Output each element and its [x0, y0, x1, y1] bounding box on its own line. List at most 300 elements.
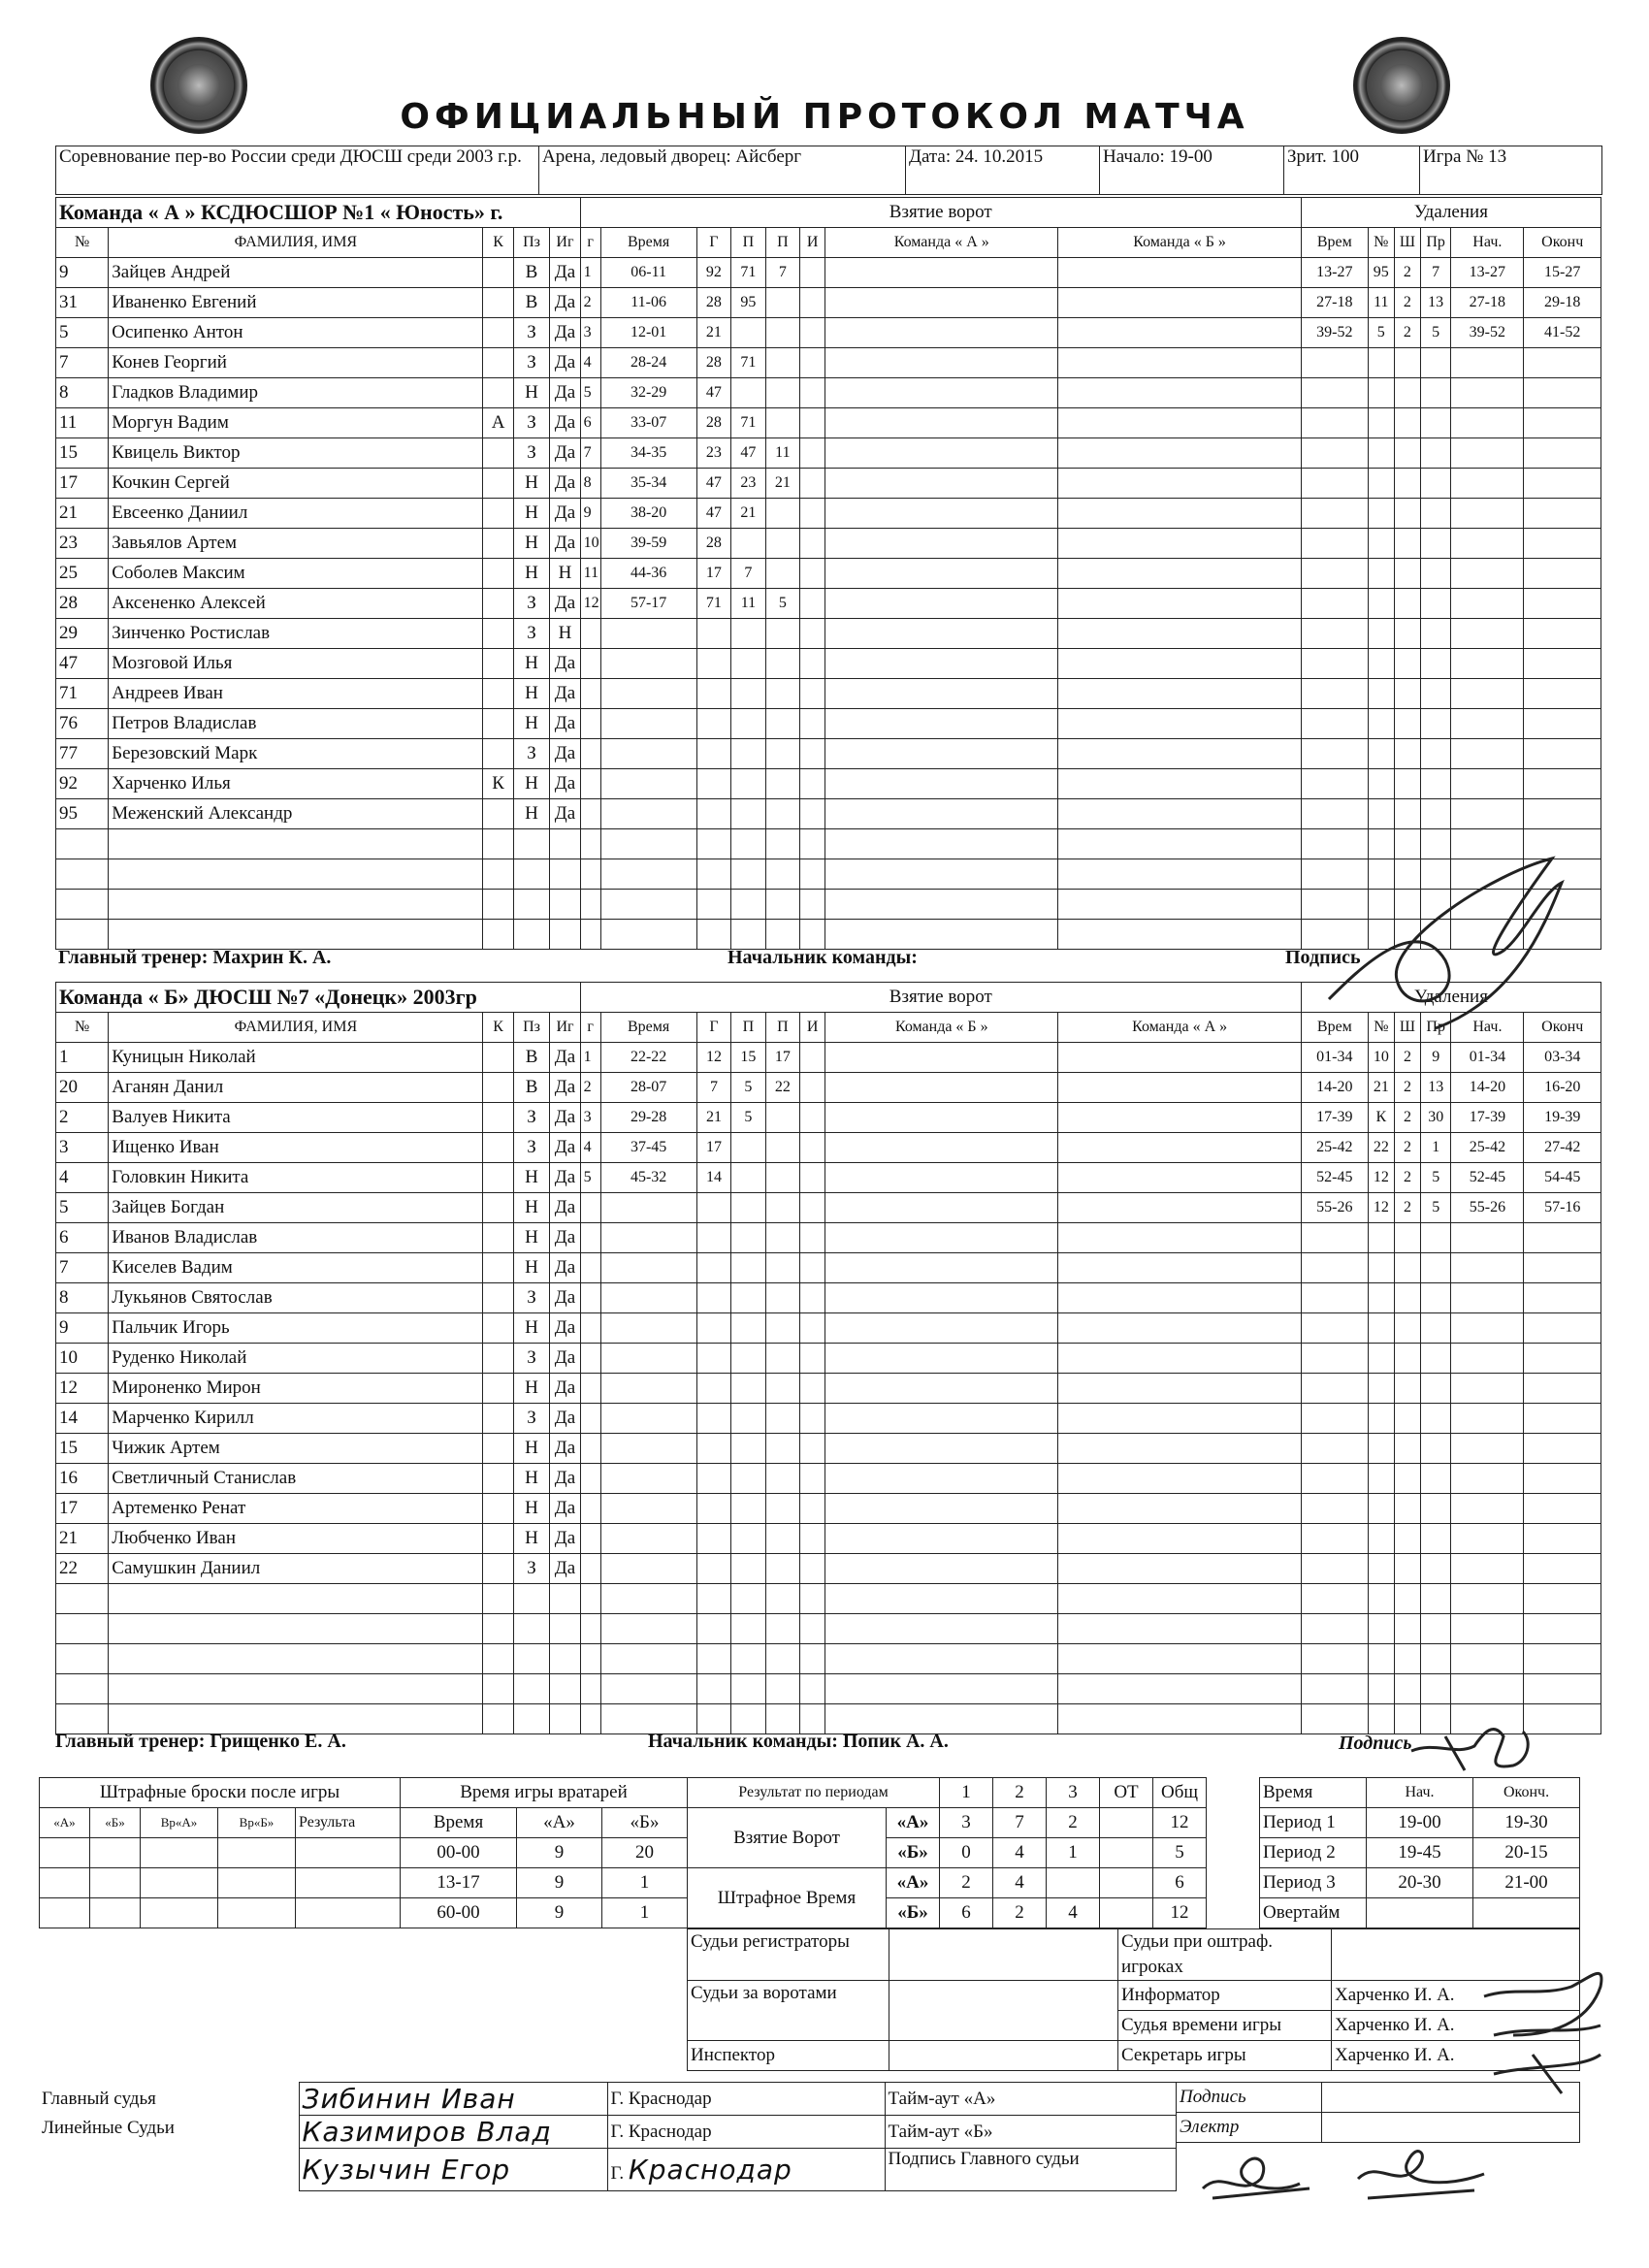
player-number	[56, 1704, 109, 1734]
goal-scorer	[696, 1223, 730, 1253]
penalty-minutes	[1394, 739, 1420, 769]
goal-number	[580, 1494, 600, 1524]
goal-assist-2	[765, 1434, 799, 1464]
table-row	[1260, 1868, 1580, 1898]
penalty-code	[1421, 1374, 1451, 1404]
player-number: 28	[56, 589, 109, 619]
col-header-col_g: г	[580, 1013, 600, 1043]
goal-time: 45-32	[600, 1163, 696, 1193]
goal-assist-1: 5	[731, 1073, 765, 1103]
goal-assist-1	[731, 829, 765, 859]
goals-team-cell-2	[1058, 1344, 1302, 1374]
player-name	[109, 1644, 483, 1674]
goal-assist-1: 21	[731, 499, 765, 529]
goal-time: 34-35	[600, 438, 696, 469]
goal-number	[580, 829, 600, 859]
player-captain	[483, 1674, 513, 1704]
player-captain	[483, 1344, 513, 1374]
goal-time: 38-20	[600, 499, 696, 529]
penalty-minutes	[1394, 769, 1420, 799]
table-row	[56, 679, 1601, 709]
penalty-time	[1301, 408, 1368, 438]
goal-scorer	[696, 1644, 730, 1674]
table-row	[56, 1193, 1601, 1223]
goals-team-cell-2	[1058, 1644, 1302, 1674]
goal-assist-2	[765, 1193, 799, 1223]
player-number: 2	[56, 1103, 109, 1133]
penalty-start	[1451, 1404, 1524, 1434]
player-position: Н	[513, 1434, 550, 1464]
goals-team-cell-2	[1058, 769, 1302, 799]
penalty-minutes	[1394, 1704, 1420, 1734]
penalty-player	[1368, 1554, 1394, 1584]
player-played: Да	[550, 258, 580, 288]
period-row-label: Взятие Ворот	[688, 1808, 887, 1868]
goal-assist-1	[731, 1704, 765, 1734]
penalty-box-judges: Судьи при оштраф. игроках	[1118, 1929, 1332, 1981]
player-played: Да	[550, 1253, 580, 1283]
player-number: 29	[56, 619, 109, 649]
goals-team-cell-1	[825, 859, 1058, 890]
penalty-end	[1524, 619, 1601, 649]
goals-team-cell-1	[825, 499, 1058, 529]
goal-number: 5	[580, 378, 600, 408]
player-number: 4	[56, 1163, 109, 1193]
goal-number	[580, 1674, 600, 1704]
goals-team-cell-2	[1058, 1404, 1302, 1434]
player-played	[550, 1674, 580, 1704]
player-name: Петров Владислав	[109, 709, 483, 739]
team-a-coach: Главный тренер: Махрин К. А.	[58, 947, 332, 968]
timeout-a: Тайм-аут «А»	[885, 2083, 1176, 2116]
match-date: Дата: 24. 10.2015	[906, 146, 1100, 195]
penalty-time	[1301, 1674, 1368, 1704]
player-position: З	[513, 1103, 550, 1133]
penalty-start: 39-52	[1451, 318, 1524, 348]
player-position	[513, 1644, 550, 1674]
gk-cell: 1	[602, 1898, 688, 1928]
goal-number: 1	[580, 1043, 600, 1073]
table-row	[56, 739, 1601, 769]
goal-scorer	[696, 1494, 730, 1524]
penalty-time: 17-39	[1301, 1103, 1368, 1133]
penalty-player	[1368, 1283, 1394, 1313]
player-captain	[483, 920, 513, 950]
player-position: Н	[513, 1374, 550, 1404]
penalty-start: 27-18	[1451, 288, 1524, 318]
goals-team-cell-2	[1058, 1103, 1302, 1133]
goal-number	[580, 1253, 600, 1283]
goals-team-col-1: Команда « Б »	[825, 1013, 1058, 1043]
penalty-end	[1524, 1614, 1601, 1644]
goal-time	[600, 619, 696, 649]
goal-scorer: 7	[696, 1073, 730, 1103]
penalty-code: 30	[1421, 1103, 1451, 1133]
goals-team-cell-2	[1058, 739, 1302, 769]
penalty-time	[1301, 649, 1368, 679]
goal-i	[800, 859, 825, 890]
penalty-start: 14-20	[1451, 1073, 1524, 1103]
penalty-code	[1420, 408, 1450, 438]
penalty-time: 14-20	[1301, 1073, 1368, 1103]
player-name: Березовский Марк	[109, 739, 483, 769]
goal-i	[800, 1043, 825, 1073]
penalty-end: 57-16	[1524, 1193, 1601, 1223]
penalty-code: 5	[1420, 318, 1450, 348]
player-number: 9	[56, 258, 109, 288]
penalty-player	[1368, 890, 1394, 920]
table-row	[56, 1163, 1601, 1193]
goal-assist-1	[731, 769, 765, 799]
player-captain	[483, 348, 513, 378]
player-name: Аганян Данил	[109, 1073, 483, 1103]
goal-assist-1	[731, 1283, 765, 1313]
player-name: Чижик Артем	[109, 1434, 483, 1464]
player-name: Соболев Максим	[109, 559, 483, 589]
goal-assist-2	[765, 1133, 799, 1163]
gk-cell: 9	[517, 1898, 602, 1928]
goal-assist-1	[731, 1193, 765, 1223]
penalty-player: К	[1368, 1103, 1394, 1133]
penalty-end	[1524, 649, 1601, 679]
goal-number	[580, 1223, 600, 1253]
goal-assist-2	[765, 1313, 799, 1344]
table-row	[56, 890, 1601, 920]
period-value: 4	[993, 1838, 1047, 1868]
penalty-time	[1301, 1313, 1368, 1344]
penalty-minutes	[1394, 679, 1420, 709]
goal-assist-1	[731, 1313, 765, 1344]
player-number: 6	[56, 1223, 109, 1253]
table-row	[56, 1614, 1601, 1644]
goal-i	[800, 469, 825, 499]
goal-scorer: 17	[696, 1133, 730, 1163]
table-row	[56, 769, 1601, 799]
goal-i	[800, 1644, 825, 1674]
goals-team-cell-1	[825, 739, 1058, 769]
player-number: 7	[56, 348, 109, 378]
goal-assist-2	[765, 499, 799, 529]
time-cell: 19-45	[1367, 1838, 1473, 1868]
col-header-col_name: ФАМИЛИЯ, ИМЯ	[109, 228, 483, 258]
periods-title: Результат по периодам	[688, 1778, 940, 1808]
goals-team-cell-2	[1058, 469, 1302, 499]
player-position	[513, 859, 550, 890]
goal-i	[800, 1614, 825, 1644]
penalty-code	[1420, 649, 1450, 679]
player-name: Артеменко Ренат	[109, 1494, 483, 1524]
goal-time: 22-22	[600, 1043, 696, 1073]
time-cell: Период 3	[1260, 1868, 1367, 1898]
penalty-end	[1524, 559, 1601, 589]
goal-scorer: 28	[696, 288, 730, 318]
goal-assist-2: 22	[765, 1073, 799, 1103]
goal-assist-1	[731, 1434, 765, 1464]
penalty-player	[1368, 1253, 1394, 1283]
goal-scorer: 47	[696, 469, 730, 499]
table-row	[56, 829, 1601, 859]
goal-i	[800, 829, 825, 859]
penalty-end	[1524, 529, 1601, 559]
player-captain	[483, 1584, 513, 1614]
penalty-minutes: 2	[1394, 318, 1420, 348]
pen-header-pen_start: Нач.	[1451, 228, 1524, 258]
penalty-code	[1420, 348, 1450, 378]
goal-scorer	[696, 1283, 730, 1313]
goal-scorer: 12	[696, 1043, 730, 1073]
goals-team-cell-2	[1058, 920, 1302, 950]
goals-team-cell-1	[825, 1494, 1058, 1524]
goals-team-cell-1	[825, 1073, 1058, 1103]
penalty-code	[1420, 589, 1450, 619]
period-value: 12	[1153, 1808, 1207, 1838]
so-a-header: «А»	[40, 1808, 90, 1838]
chief-referee-signature-label: Подпись Главного судьи	[885, 2149, 1176, 2191]
goals-team-cell-1	[825, 1163, 1058, 1193]
pen-header-pen_no: №	[1368, 1013, 1394, 1043]
pen-header-pen_end: Оконч	[1524, 228, 1601, 258]
table-row	[1260, 1838, 1580, 1868]
timeout-sign-table	[1176, 2082, 1580, 2143]
goals-team-cell-1	[825, 1043, 1058, 1073]
period-value: 1	[1047, 1838, 1100, 1868]
goal-time: 29-28	[600, 1103, 696, 1133]
goal-assist-2	[765, 1704, 799, 1734]
goal-number	[580, 1464, 600, 1494]
goals-team-cell-1	[825, 318, 1058, 348]
document-title: ОФИЦИАЛЬНЫЙ ПРОТОКОЛ МАТЧА	[400, 97, 1249, 137]
goals-team-cell-2	[1058, 890, 1302, 920]
period-value: 2	[1047, 1808, 1100, 1838]
col-header-col_I: И	[800, 228, 825, 258]
goals-team-cell-1	[825, 799, 1058, 829]
chief-referee-label: Главный судья	[42, 2088, 156, 2109]
goal-number	[580, 1704, 600, 1734]
penalty-end: 29-18	[1524, 288, 1601, 318]
time-cell: 20-30	[1367, 1868, 1473, 1898]
player-captain	[483, 258, 513, 288]
penalty-start	[1451, 1494, 1524, 1524]
penalty-minutes	[1394, 920, 1420, 950]
period-header-p3: 3	[1047, 1778, 1100, 1808]
player-played: Да	[550, 1404, 580, 1434]
penalty-time	[1301, 829, 1368, 859]
goal-time	[600, 1193, 696, 1223]
penalty-end: 03-34	[1524, 1043, 1601, 1073]
goal-assist-2	[765, 649, 799, 679]
table-row	[401, 1838, 688, 1868]
penalty-player	[1368, 1494, 1394, 1524]
penalty-time	[1301, 619, 1368, 649]
penalty-start	[1451, 829, 1524, 859]
player-position: З	[513, 318, 550, 348]
goal-scorer	[696, 1253, 730, 1283]
goal-i	[800, 348, 825, 378]
so-result-header: Результа	[296, 1808, 401, 1838]
goal-assist-1	[731, 1133, 765, 1163]
player-number: 25	[56, 559, 109, 589]
player-name: Головкин Никита	[109, 1163, 483, 1193]
penalty-player	[1368, 1313, 1394, 1344]
period-row-label: Штрафное Время	[688, 1868, 887, 1928]
goal-scorer	[696, 829, 730, 859]
player-name: Меженский Александр	[109, 799, 483, 829]
goal-time	[600, 739, 696, 769]
linesman-2-city	[607, 2149, 885, 2191]
goals-team-cell-2	[1058, 1193, 1302, 1223]
period-team: «Б»	[887, 1898, 940, 1928]
penalty-time	[1301, 1584, 1368, 1614]
goal-number	[580, 769, 600, 799]
goal-i	[800, 769, 825, 799]
player-captain	[483, 1404, 513, 1434]
chief-referee-signature	[1193, 2130, 1494, 2218]
goal-scorer	[696, 769, 730, 799]
penalty-start	[1451, 529, 1524, 559]
linesman-1-city: Г. Краснодар	[607, 2116, 885, 2149]
penalty-start	[1451, 1374, 1524, 1404]
penalty-time	[1301, 529, 1368, 559]
penalty-minutes	[1394, 799, 1420, 829]
player-played: Да	[550, 589, 580, 619]
penalty-minutes: 2	[1394, 1133, 1420, 1163]
player-position: В	[513, 288, 550, 318]
gk-header-gk_t: Время	[401, 1808, 517, 1838]
player-captain	[483, 679, 513, 709]
goal-assist-1	[731, 318, 765, 348]
penalty-player	[1368, 378, 1394, 408]
goal-time	[600, 1404, 696, 1434]
goal-assist-2	[765, 1614, 799, 1644]
penalty-minutes	[1394, 408, 1420, 438]
penalty-player	[1368, 709, 1394, 739]
player-captain	[483, 1434, 513, 1464]
goal-i	[800, 709, 825, 739]
penalty-end	[1524, 499, 1601, 529]
goal-scorer: 28	[696, 348, 730, 378]
time-cell: 19-30	[1473, 1808, 1580, 1838]
col-header-col_k: К	[483, 228, 513, 258]
player-played	[550, 1614, 580, 1644]
player-played: Да	[550, 529, 580, 559]
penalty-player	[1368, 408, 1394, 438]
arena: Арена, ледовый дворец: Айсберг	[539, 146, 906, 195]
goal-number	[580, 1404, 600, 1434]
goal-assist-1: 23	[731, 469, 765, 499]
penalty-start	[1451, 1283, 1524, 1313]
penalty-minutes	[1394, 469, 1420, 499]
penalty-end	[1524, 1584, 1601, 1614]
penalty-code	[1420, 890, 1450, 920]
goal-i	[800, 1163, 825, 1193]
player-number: 31	[56, 288, 109, 318]
goal-scorer: 28	[696, 408, 730, 438]
penalty-minutes	[1394, 619, 1420, 649]
goals-team-cell-2	[1058, 1253, 1302, 1283]
period-value: 6	[940, 1898, 993, 1928]
penalty-time	[1301, 1554, 1368, 1584]
penalty-code	[1420, 499, 1450, 529]
penalty-start	[1451, 1674, 1524, 1704]
team-a-manager: Начальник команды:	[728, 947, 918, 968]
goal-assist-1	[731, 859, 765, 890]
penalty-start	[1451, 408, 1524, 438]
goal-assist-2: 21	[765, 469, 799, 499]
penalty-minutes	[1394, 1644, 1420, 1674]
penalty-code	[1420, 739, 1450, 769]
goal-assist-1	[731, 1464, 765, 1494]
table-row	[56, 499, 1601, 529]
goal-number: 11	[580, 559, 600, 589]
goals-team-cell-1	[825, 1434, 1058, 1464]
goal-scorer	[696, 1554, 730, 1584]
player-position: Н	[513, 559, 550, 589]
goals-team-cell-1	[825, 589, 1058, 619]
goals-team-cell-2	[1058, 1674, 1302, 1704]
penalty-start	[1451, 1644, 1524, 1674]
goal-i	[800, 1464, 825, 1494]
player-played: Да	[550, 438, 580, 469]
goal-number: 6	[580, 408, 600, 438]
player-number: 22	[56, 1554, 109, 1584]
goal-assist-2: 7	[765, 258, 799, 288]
penalty-time	[1301, 1253, 1368, 1283]
goal-scorer: 14	[696, 1163, 730, 1193]
goal-scorer: 92	[696, 258, 730, 288]
penalty-end	[1524, 438, 1601, 469]
penalty-end	[1524, 378, 1601, 408]
penalty-code	[1421, 1344, 1451, 1374]
goals-team-cell-1	[825, 649, 1058, 679]
player-number: 12	[56, 1374, 109, 1404]
time-header-start_lbl: Нач.	[1367, 1778, 1473, 1808]
penalty-time	[1301, 1524, 1368, 1554]
penalty-code	[1421, 1614, 1451, 1644]
player-captain	[483, 559, 513, 589]
table-row	[56, 1223, 1601, 1253]
goal-scorer	[696, 649, 730, 679]
penalty-end	[1524, 1344, 1601, 1374]
pen-header-pen_sh: Ш	[1394, 1013, 1420, 1043]
goal-time	[600, 1524, 696, 1554]
player-number: 95	[56, 799, 109, 829]
table-row	[56, 589, 1601, 619]
player-position: З	[513, 1404, 550, 1434]
player-captain	[483, 1073, 513, 1103]
goal-time: 32-29	[600, 378, 696, 408]
player-played: Да	[550, 288, 580, 318]
penalty-code	[1421, 1674, 1451, 1704]
goals-team-cell-1	[825, 408, 1058, 438]
player-name: Кочкин Сергей	[109, 469, 483, 499]
player-number	[56, 890, 109, 920]
player-captain	[483, 709, 513, 739]
goal-number	[580, 1374, 600, 1404]
goal-time	[600, 1434, 696, 1464]
penalty-minutes	[1394, 709, 1420, 739]
goals-team-cell-2	[1058, 348, 1302, 378]
goal-number: 1	[580, 258, 600, 288]
inspector-label: Инспектор	[688, 2041, 889, 2071]
table-row	[56, 1494, 1601, 1524]
penalty-start	[1451, 1434, 1524, 1464]
period-header-pot: ОТ	[1100, 1778, 1153, 1808]
player-played: Да	[550, 679, 580, 709]
player-name: Мозговой Илья	[109, 649, 483, 679]
player-name: Харченко Илья	[109, 769, 483, 799]
penalty-player: 22	[1368, 1133, 1394, 1163]
timekeeper-value: Харченко И. А.	[1332, 2011, 1580, 2041]
